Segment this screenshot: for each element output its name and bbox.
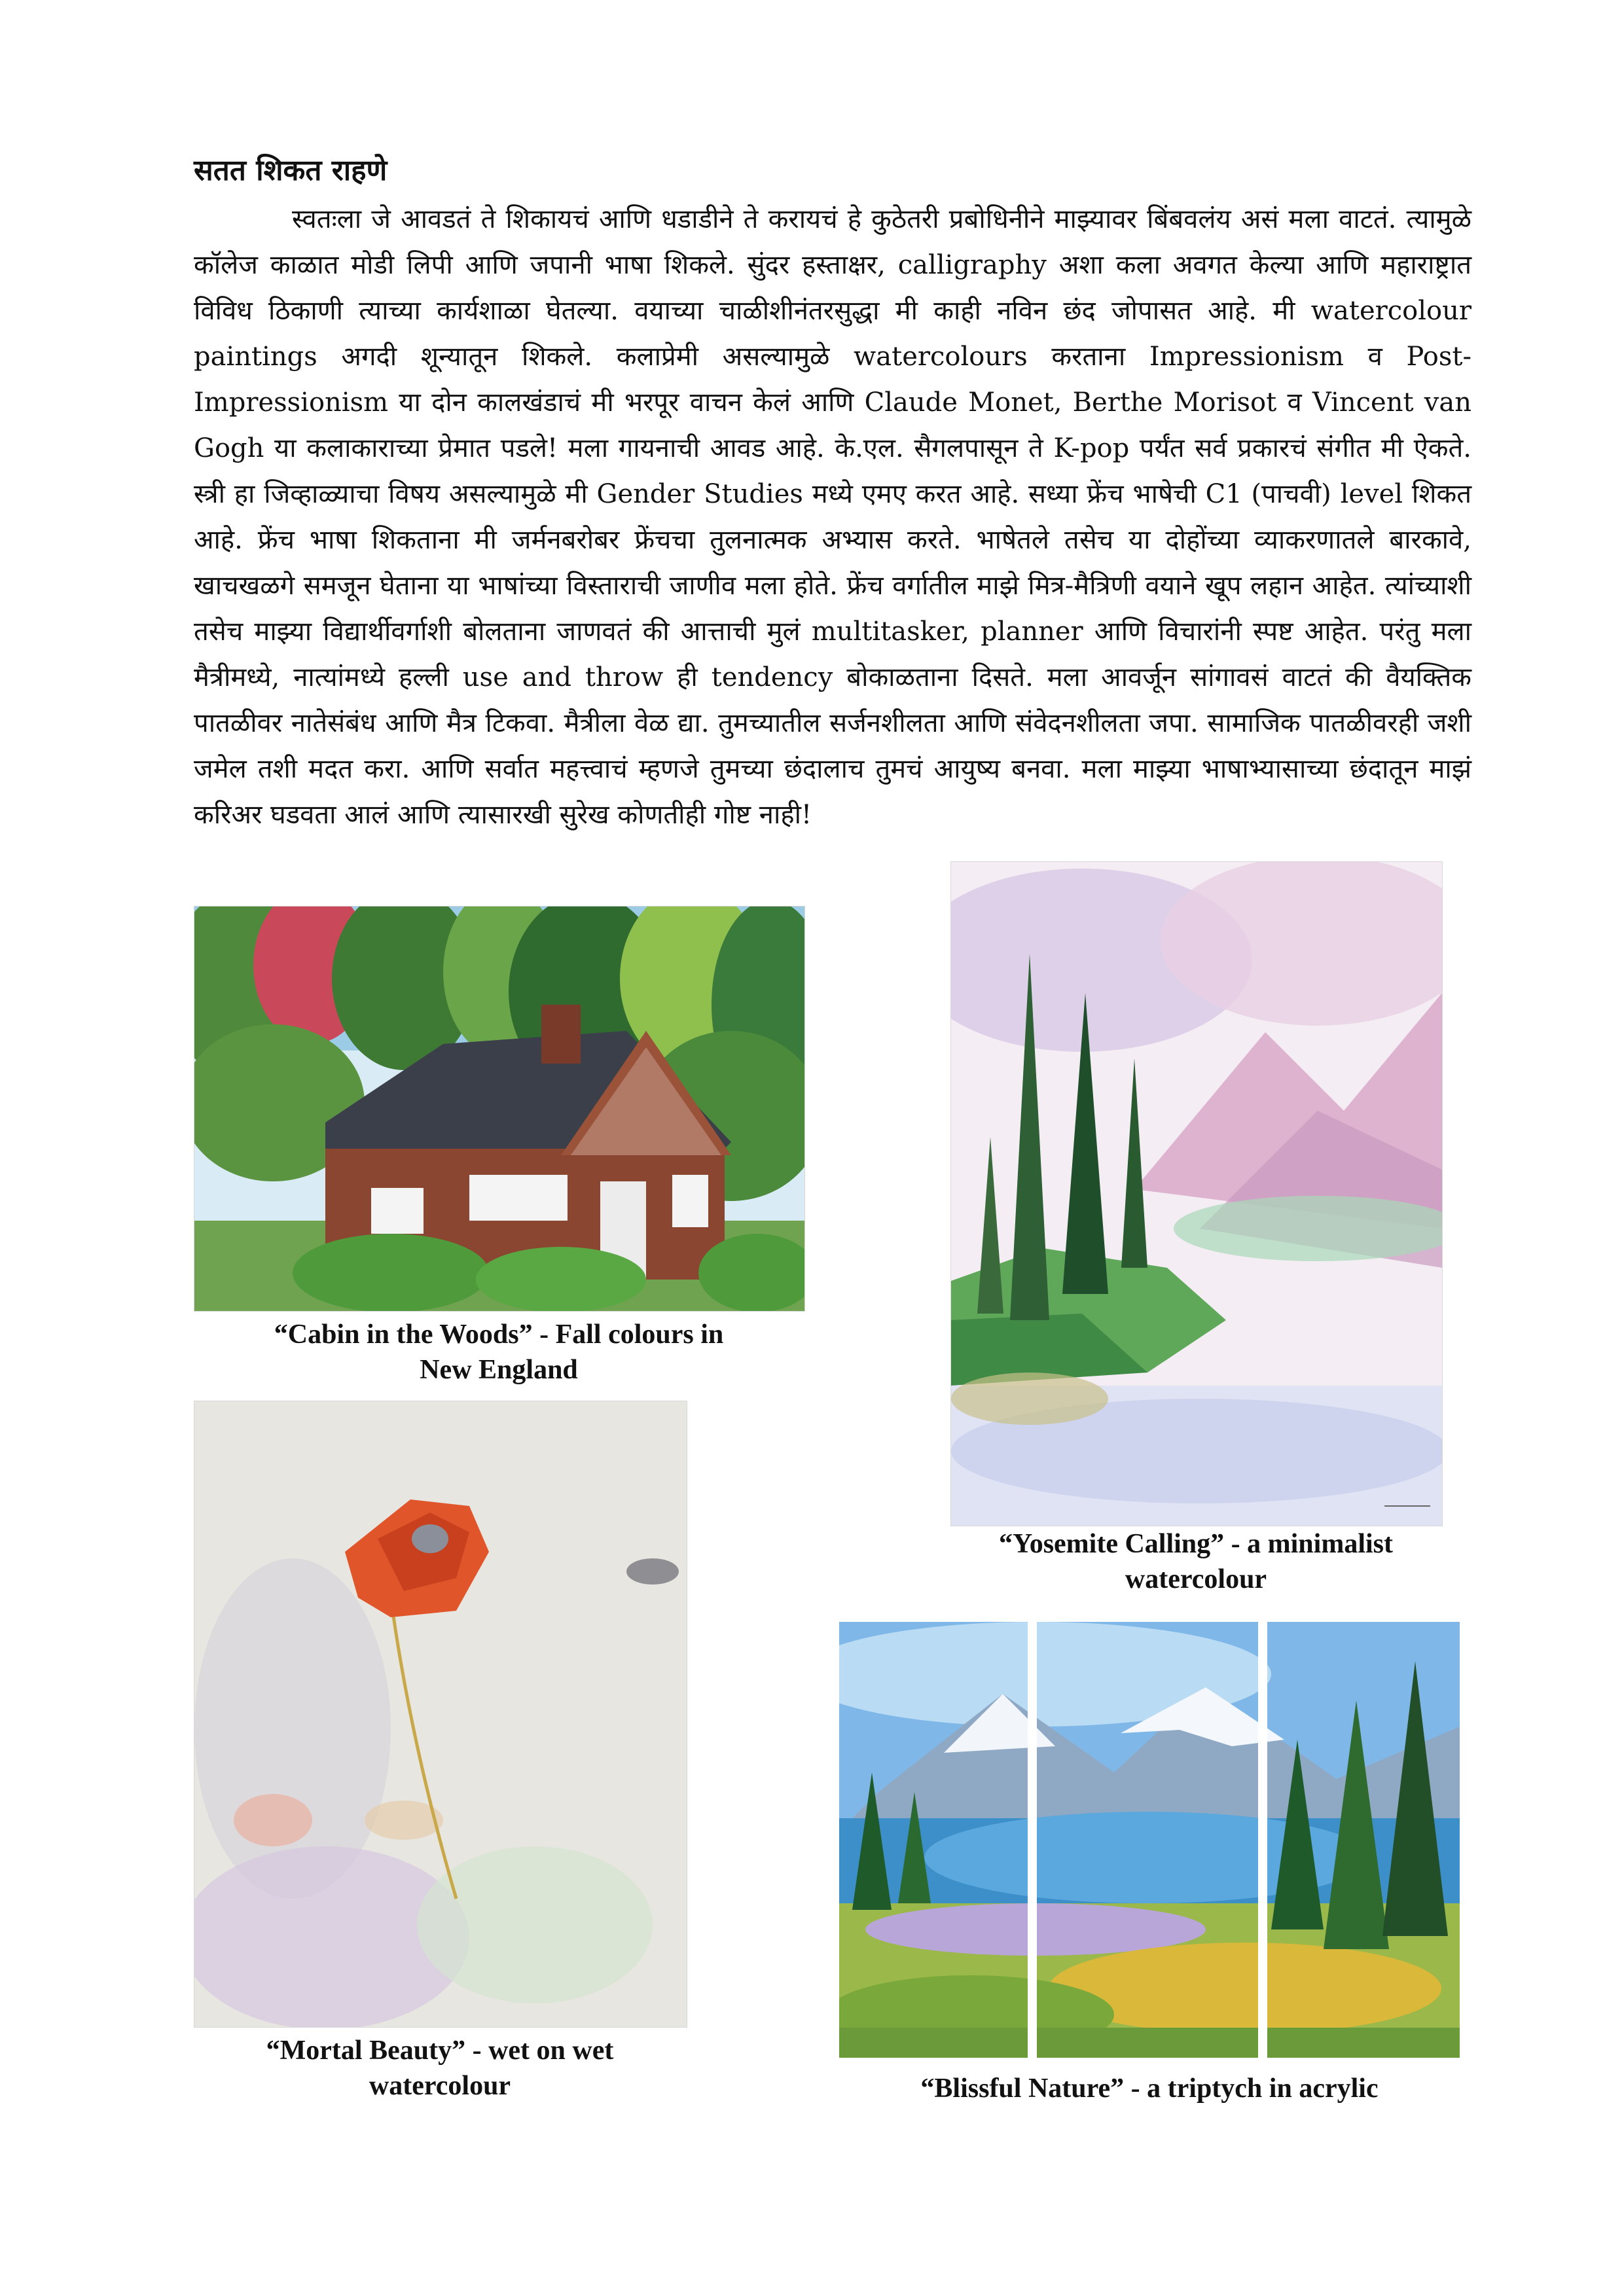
painting-yosemite-calling [950,861,1443,1526]
yosemite-signature-mark [1384,1505,1430,1511]
caption-cabin-in-the-woods [194,1317,804,1388]
caption-mortal-beauty [194,2033,686,2104]
caption-mortal-line1: “Mortal Beauty” - wet on wet [266,2036,614,2066]
caption-yosemite-line2: watercolour [1125,1564,1267,1594]
article-heading: सतत शिकत राहणे [194,154,388,187]
mortal-beauty-painting-art [194,1401,687,2027]
caption-blissful-line1: “Blissful Nature” - a triptych in acrylic [920,2073,1379,2104]
yosemite-painting-art [951,862,1442,1526]
caption-cabin-line1: “Cabin in the Woods” - Fall colours in [274,1319,724,1350]
caption-blissful-nature [839,2071,1460,2106]
painting-blissful-nature [839,1622,1460,2058]
caption-cabin-line2: New England [420,1355,578,1385]
article-paragraph: स्वतःला जे आवडतं ते शिकायचं आणि धडाडीने ते करायचं हे कुठेतरी प्रबोधिनीने माझ्यावर बिंबवलंय असं मला वाटतं. त्यामुळे कॉलेज काळात मोडी लिपी आणि जपानी भाषा शिकले. सुंदर हस्ताक्षर, calligraphy अशा कला अवगत केल्या आणि महाराष्ट्रात विविध ठिकाणी त्याच्या कार्यशाळा घेतल्या. वयाच्या चाळीशीनंतरसुद्धा मी काही नविन छंद जोपासत आहे. मी watercolour paintings अगदी शून्यातून शिकले. कलाप्रेमी असल्यामुळे watercolours करताना Impressionism व Post-Impressionism या दोन कालखंडाचं मी भरपूर वाचन केलं आणि Claude Monet, Berthe Morisot व Vincent van Gogh या कलाकाराच्या प्रेमात पडले! मला गायनाची आवड आहे. के.एल. सैगलपासून ते K-pop पर्यंत सर्व प्रकारचं संगीत मी ऐकते. स्त्री हा जिव्हाळ्याचा विषय असल्यामुळे मी Gender Studies मध्ये एमए करत आहे. सध्या फ्रेंच भाषेची C1 (पाचवी) level शिकत आहे. फ्रेंच भाषा शिकताना मी जर्मनबरोबर फ्रेंचचा तुलनात्मक अभ्यास करते. भाषेतले तसेच या दोहोंच्या व्याकरणातले बारकावे, खाचखळगे समजून घेताना या भाषांच्या विस्ताराची जाणीव मला होते. फ्रेंच वर्गातील माझे मित्र-मैत्रिणी वयाने खूप लहान आहेत. त्यांच्याशी तसेच माझ्या विद्यार्थीवर्गाशी बोलताना जाणवतं की आत्ताची मुलं multitasker, planner आणि विचारांनी स्पष्ट आहेत. परंतु मला मैत्रीमध्ये, नात्यांमध्ये हल्ली use and throw ही tendency बोकाळताना दिसते. मला आवर्जून सांगावसं वाटतं की वैयक्तिक पातळीवर नातेसंबंध आणि मैत्र टिकवा. मैत्रीला वेळ द्या. तुमच्यातील सर्जनशीलता आणि संवेदनशीलता जपा. सामाजिक पातळीवरही जशी जमेल तशी मदत करा. आणि सर्वात महत्त्वाचं म्हणजे तुमच्या छंदालाच तुमचं आयुष्य बनवा. मला माझ्या भाषाभ्यासाच्या छंदातून माझं करिअर घडवता आलं आणि त्यासारखी सुरेख कोणतीही गोष्ट नाही! [194,204,1471,830]
caption-yosemite-line1: “Yosemite Calling” - a minimalist [999,1529,1393,1559]
caption-yosemite-calling [929,1526,1462,1597]
painting-mortal-beauty [194,1401,687,2028]
blissful-nature-painting-art [839,1622,1460,2058]
painting-cabin-in-the-woods [194,906,805,1312]
cabin-painting-art [194,906,804,1311]
caption-mortal-line2: watercolour [369,2071,511,2101]
